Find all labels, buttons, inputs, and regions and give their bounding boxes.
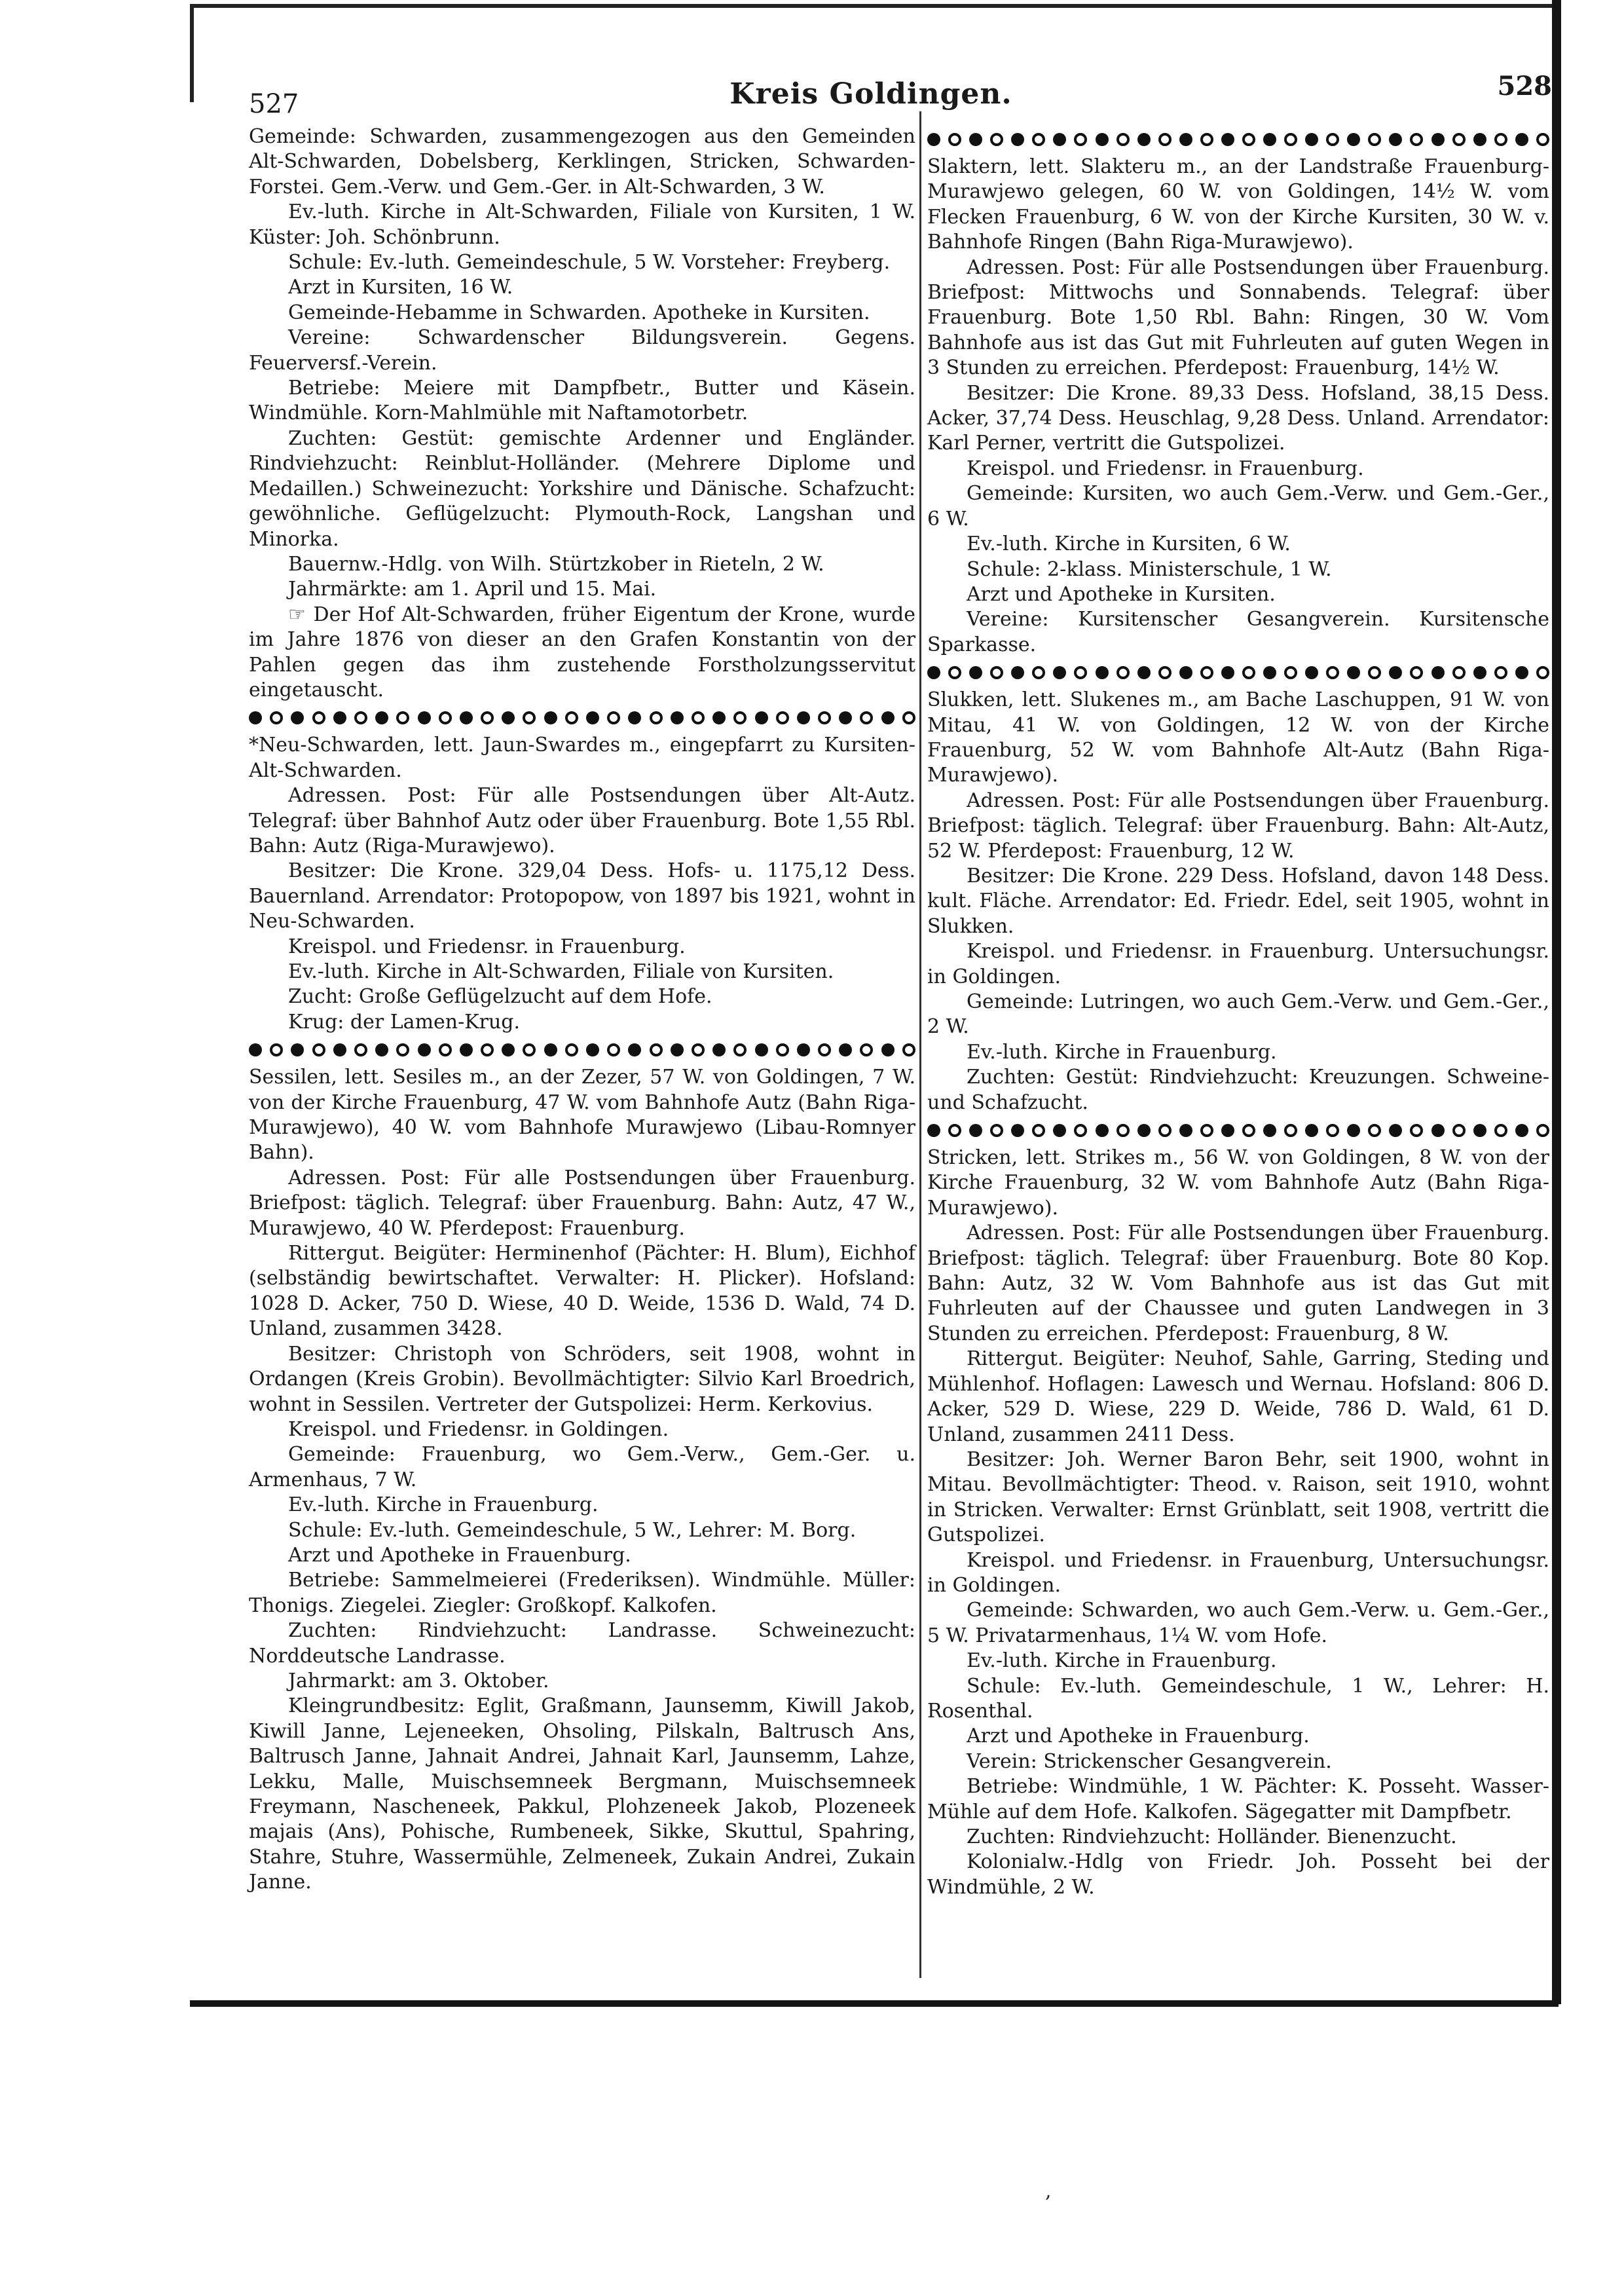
paragraph: Arzt und Apotheke in Kursiten. [967, 582, 1276, 606]
paragraph: Kreispol. und Friedensr. in Frauenburg. [967, 457, 1364, 480]
paragraph: Betriebe: Meiere mit Dampfbetr., Butter und Käsein. Windmühle. Korn-Mahlmühle mit Naftamotorbetr. [249, 377, 915, 425]
separator-dot [650, 1043, 663, 1056]
separator-dot [396, 1043, 409, 1056]
separator-dot [1473, 1124, 1486, 1137]
scan-border-top [190, 4, 1559, 8]
separator-dot [1074, 133, 1087, 146]
section-separator [249, 1041, 915, 1058]
separator-dot [1431, 1124, 1445, 1137]
separator-dot [927, 133, 940, 146]
separator-dot [990, 133, 1003, 146]
separator-dot [1305, 133, 1318, 146]
separator-dot [1536, 666, 1549, 679]
separator-dot [1032, 133, 1045, 146]
separator-dot [502, 711, 515, 724]
separator-dot [1452, 1124, 1466, 1137]
separator-dot [1263, 133, 1276, 146]
paragraph: Zuchten: Rindviehzucht: Landrasse. Schweinezucht: Norddeutsche Landrasse. [249, 1619, 915, 1668]
paragraph: Arzt und Apotheke in Frauenburg. [967, 1725, 1310, 1748]
scan-border-bottom [190, 2000, 1559, 2007]
separator-dot [1410, 133, 1423, 146]
left-column [249, 124, 915, 1895]
separator-dot [1326, 133, 1339, 146]
separator-dot [354, 1043, 367, 1056]
paragraph: Ev.-luth. Kirche in Frauenburg. [967, 1649, 1277, 1673]
paragraph: Kreispol. und Friedensr. in Frauenburg. Untersuchungsr. in Goldingen. [927, 940, 1549, 988]
paragraph: Kreispol. und Friedensr. in Goldingen. [288, 1417, 669, 1441]
separator-dot [1221, 666, 1234, 679]
paragraph: Besitzer: Christoph von Schröders, seit 1908, wohnt in Ordangen (Kreis Grobin). Bevollmächtigter: Silvio Karl Broedrich, wohnt in Sessilen. Vertreter der Gutspolizei: Herm. Kerkovius. [249, 1342, 915, 1416]
paragraph: Ev.-luth. Kirche in Alt-Schwarden, Filiale von Kursiten, 1 W. Küster: Joh. Schönbrunn. [249, 200, 915, 249]
separator-dot [776, 711, 789, 724]
separator-dot [1263, 666, 1276, 679]
separator-dot [969, 666, 982, 679]
page-number-right: 528 [1497, 71, 1552, 102]
separator-dot [1368, 666, 1381, 679]
separator-dot [1242, 133, 1255, 146]
paragraph: Arzt und Apotheke in Frauenburg. [288, 1543, 631, 1567]
separator-dot [1452, 666, 1466, 679]
separator-dot [375, 1043, 388, 1056]
separator-dot [418, 1043, 431, 1056]
separator-dot [1410, 666, 1423, 679]
paragraph: Adressen. Post: Für alle Postsendungen über Frauenburg. Briefpost: Mittwochs und Sonnabends. Telegraf: über Frauenburg. Bote 1,50 Rbl. Bahn: Ringen, 30 W. Vom Bahnhofe aus ist das Gut mit Fuhrleuten auf guten Wegen in 3 Stunden zu erreichen. Pferdepost: Frauenburg, 14½ W. [927, 255, 1549, 380]
separator-dot [375, 711, 388, 724]
separator-dot [1116, 133, 1130, 146]
separator-dot [733, 1043, 747, 1056]
separator-dot [312, 1043, 325, 1056]
section-separator [927, 1122, 1549, 1139]
separator-dot [481, 1043, 494, 1056]
paragraph: Arzt in Kursiten, 16 W. [288, 276, 513, 299]
separator-dot [1179, 133, 1192, 146]
paragraph: Schule: Ev.-luth. Gemeindeschule, 1 W., Lehrer: H. Rosenthal. [927, 1674, 1549, 1723]
separator-dot [1096, 1124, 1109, 1137]
separator-dot [1326, 666, 1339, 679]
separator-dot [586, 711, 599, 724]
separator-dot [712, 711, 726, 724]
separator-dot [1368, 133, 1381, 146]
column-divider [919, 111, 921, 1978]
separator-dot [523, 1043, 536, 1056]
separator-dot [1494, 133, 1507, 146]
separator-dot [249, 711, 262, 724]
separator-dot [1305, 1124, 1318, 1137]
separator-dot [607, 711, 620, 724]
separator-dot [692, 1043, 705, 1056]
separator-dot [523, 711, 536, 724]
paragraph: Gemeinde: Lutringen, wo auch Gem.-Verw. und Gem.-Ger., 2 W. [927, 990, 1549, 1039]
separator-dot [990, 1124, 1003, 1137]
paragraph: Zuchten: Rindviehzucht: Holländer. Bienenzucht. [967, 1825, 1457, 1848]
paragraph: Verein: Strickenscher Gesangverein. [967, 1749, 1332, 1773]
separator-dot [712, 1043, 726, 1056]
separator-dot [1032, 666, 1045, 679]
separator-dot [1431, 666, 1445, 679]
separator-dot [927, 666, 940, 679]
paragraph: Betriebe: Windmühle, 1 W. Pächter: K. Posseht. Wasser-Mühle auf dem Hofe. Kalkofen. Sägegatter mit Dampfbetr. [927, 1775, 1549, 1823]
separator-dot [1284, 133, 1297, 146]
separator-dot [628, 1043, 641, 1056]
separator-dot [860, 1043, 873, 1056]
separator-dot [1347, 133, 1360, 146]
paragraph: Adressen. Post: Für alle Postsendungen über Frauenburg. Briefpost: täglich. Telegraf: über Frauenburg. Bahn: Alt-Autz, 52 W. Pferdepost: Frauenburg, 12 W. [927, 789, 1549, 863]
paragraph: Kolonialw.-Hdlg von Friedr. Joh. Posseht bei der Windmühle, 2 W. [927, 1850, 1549, 1899]
separator-dot [1242, 1124, 1255, 1137]
separator-dot [249, 1043, 262, 1056]
paragraph: Adressen. Post: Für alle Postsendungen über Alt-Autz. Telegraf: über Bahnhof Autz oder über Frauenburg. Bote 1,55 Rbl. Bahn: Autz (Riga-Murawjewo). [249, 784, 915, 857]
entry-heading-paragraph: Stricken, lett. Strikes m., 56 W. von Goldingen, 8 W. von der Kirche Frauenburg, 32 W. vom Bahnhofe Autz (Bahn Riga-Murawjewo). [927, 1146, 1549, 1220]
paragraph: Zucht: Große Geflügelzucht auf dem Hofe. [288, 985, 712, 1009]
separator-dot [1116, 666, 1130, 679]
paragraph: Ev.-luth. Kirche in Frauenburg. [288, 1493, 599, 1517]
paragraph: ☞ Der Hof Alt-Schwarden, früher Eigentum der Krone, wurde im Jahre 1876 von dieser an den Grafen Konstantin von der Pahlen gegen das ihm zustehende Forstholzungsservitut eingetauscht. [249, 603, 915, 701]
page-title: Kreis Goldingen. [729, 77, 1012, 111]
separator-dot [839, 711, 852, 724]
separator-dot [1011, 666, 1024, 679]
separator-dot [650, 711, 663, 724]
separator-dot [544, 711, 557, 724]
separator-dot [396, 711, 409, 724]
paragraph: Adressen. Post: Für alle Postsendungen über Frauenburg. Briefpost: täglich. Telegraf: über Frauenburg. Bote 80 Kop. Bahn: Autz, 32 W. Vom Bahnhofe aus ist das Gut mit Fuhrleuten auf der Chaussee und guten Landwegen in 3 Stunden zu erreichen. Pferdepost: Frauenburg, 8 W. [927, 1222, 1549, 1345]
paragraph: Ev.-luth. Kirche in Kursiten, 6 W. [967, 532, 1291, 556]
paragraph: Ev.-luth. Kirche in Frauenburg. [967, 1040, 1277, 1064]
separator-dot [270, 711, 283, 724]
separator-dot [948, 133, 961, 146]
separator-dot [797, 711, 810, 724]
separator-dot [1221, 133, 1234, 146]
separator-dot [312, 711, 325, 724]
separator-dot [1179, 1124, 1192, 1137]
separator-dot [1137, 1124, 1151, 1137]
separator-dot [671, 1043, 684, 1056]
separator-dot [607, 1043, 620, 1056]
separator-dot [755, 1043, 768, 1056]
paragraph: Gemeinde: Frauenburg, wo Gem.-Verw., Gem.-Ger. u. Armenhaus, 7 W. [249, 1443, 915, 1491]
separator-dot [1158, 1124, 1172, 1137]
paragraph: Vereine: Kursitenscher Gesangverein. Kursitensche Sparkasse. [927, 608, 1549, 656]
separator-dot [818, 1043, 831, 1056]
separator-dot [755, 711, 768, 724]
paragraph: Zuchten: Gestüt: gemischte Ardenner und Engländer. Rindviehzucht: Reinblut-Holländer. (Mehrere Diplome und Medaillen.) Schweinezucht: Yorkshire und Dänische. Schafzucht: gewöhnliche. Geflügelzucht: Plymouth-Rock, Langshan und Minorka. [249, 426, 915, 551]
separator-dot [1074, 1124, 1087, 1137]
paragraph: Adressen. Post: Für alle Postsendungen über Frauenburg. Briefpost: täglich. Telegraf: über Frauenburg. Bahn: Autz, 47 W., Murawjewo, 40 W. Pferdepost: Frauenburg. [249, 1166, 915, 1240]
separator-dot [1137, 133, 1151, 146]
entry-heading-paragraph: Slukken, lett. Slukenes m., am Bache Laschuppen, 91 W. von Mitau, 41 W. von Goldingen, 12 W. von der Kirche Frauenburg, 52 W. vom Bahnhofe Alt-Autz (Bahn Riga-Murawjewo). [927, 688, 1549, 787]
separator-dot [1515, 666, 1528, 679]
scan-border-right [1552, 0, 1561, 2004]
paragraph: Rittergut. Beigüter: Neuhof, Sahle, Garring, Steding und Mühlenhof. Hoflagen: Lawesch und Wernau. Hofsland: 806 D. Acker, 529 D. Wiese, 229 D. Weide, 786 D. Wald, 61 D. Unland, zusammen 2411 Dess. [927, 1347, 1549, 1446]
paragraph: Gemeinde: Schwarden, wo auch Gem.-Verw. u. Gem.-Ger., 5 W. Privatarmenhaus, 1¼ W. vom Hofe. [927, 1599, 1549, 1647]
entry-heading-paragraph: Slaktern, lett. Slakteru m., an der Landstraße Frauenburg-Murawjewo gelegen, 60 W. von Goldingen, 14½ W. vom Flecken Frauenburg, 6 W. von der Kirche Kursiten, 30 W. v. Bahnhofe Ringen (Bahn Riga-Murawjewo). [927, 155, 1549, 254]
separator-dot [1284, 666, 1297, 679]
separator-dot [1200, 666, 1213, 679]
separator-dot [1116, 1124, 1130, 1137]
page-header [190, 63, 1552, 122]
separator-dot [1096, 133, 1109, 146]
paragraph: Vereine: Schwardenscher Bildungsverein. Gegens. Feuerversf.-Verein. [249, 326, 915, 375]
paragraph: Ev.-luth. Kirche in Alt-Schwarden, Filiale von Kursiten. [288, 960, 834, 983]
separator-dot [1053, 1124, 1066, 1137]
separator-dot [902, 1043, 915, 1056]
separator-dot [628, 711, 641, 724]
separator-dot [671, 711, 684, 724]
separator-dot [1473, 133, 1486, 146]
separator-dot [1158, 666, 1172, 679]
paragraph: Gemeinde: Kursiten, wo auch Gem.-Verw. und Gem.-Ger., 6 W. [927, 482, 1549, 531]
entry-heading-paragraph: Sessilen, lett. Sesiles m., an der Zezer, 57 W. von Goldingen, 7 W. von der Kirche Frauenburg, 47 W. vom Bahnhofe Autz (Bahn Riga-Murawjewo), 40 W. vom Bahnhofe Murawjewo (Libau-Romnyer Bahn). [249, 1066, 915, 1165]
paragraph: Rittergut. Beigüter: Herminenhof (Pächter: H. Blum), Eichhof (selbständig bewirtschaftet. Verwalter: H. Plicker). Hofsland: 1028 D. Acker, 750 D. Wiese, 40 D. Weide, 1536 D. Wald, 74 D. Unland, zusammen 3428. [249, 1242, 915, 1341]
separator-dot [1263, 1124, 1276, 1137]
entry-heading-paragraph: *Neu-Schwarden, lett. Jaun-Swardes m., eingepfarrt zu Kursiten-Alt-Schwarden. [249, 734, 915, 782]
paragraph: Kreispol. und Friedensr. in Frauenburg. [288, 935, 686, 958]
separator-dot [1452, 133, 1466, 146]
paragraph: Jahrmärkte: am 1. April und 15. Mai. [288, 578, 657, 601]
paragraph: Betriebe: Sammelmeierei (Frederiksen). Windmühle. Müller: Thonigs. Ziegelei. Ziegler: Großkopf. Kalkofen. [249, 1569, 915, 1617]
paragraph: Bauernw.-Hdlg. von Wilh. Stürtzkober in Rieteln, 2 W. [288, 552, 824, 576]
separator-dot [1221, 1124, 1234, 1137]
separator-dot [776, 1043, 789, 1056]
separator-dot [1200, 133, 1213, 146]
separator-dot [881, 1043, 895, 1056]
separator-dot [1053, 133, 1066, 146]
separator-dot [481, 711, 494, 724]
separator-dot [990, 666, 1003, 679]
separator-dot [1347, 666, 1360, 679]
separator-dot [1158, 133, 1172, 146]
separator-dot [1137, 666, 1151, 679]
separator-dot [1494, 666, 1507, 679]
separator-dot [881, 711, 895, 724]
separator-dot [1494, 1124, 1507, 1137]
separator-dot [565, 1043, 578, 1056]
section-separator [249, 709, 915, 726]
section-separator [927, 664, 1549, 681]
paragraph: Schule: Ev.-luth. Gemeindeschule, 5 W. Vorsteher: Freyberg. [288, 251, 891, 274]
separator-dot [1431, 133, 1445, 146]
separator-dot [839, 1043, 852, 1056]
separator-dot [860, 711, 873, 724]
separator-dot [1515, 1124, 1528, 1137]
separator-dot [927, 1124, 940, 1137]
paragraph: Schule: Ev.-luth. Gemeindeschule, 5 W., Lehrer: M. Borg. [288, 1518, 857, 1542]
paragraph: Kreispol. und Friedensr. in Frauenburg, Untersuchungsr. in Goldingen. [927, 1548, 1549, 1597]
separator-dot [586, 1043, 599, 1056]
paragraph: Zuchten: Gestüt: Rindviehzucht: Kreuzungen. Schweine- und Schafzucht. [927, 1066, 1549, 1114]
separator-dot [460, 1043, 473, 1056]
separator-dot [333, 711, 346, 724]
separator-dot [818, 711, 831, 724]
separator-dot [502, 1043, 515, 1056]
separator-dot [1326, 1124, 1339, 1137]
paragraph: Besitzer: Die Krone. 89,33 Dess. Hofsland, 38,15 Dess. Acker, 37,74 Dess. Heuschlag, 9,28 Dess. Unland. Arrendator: Karl Perner, vertritt die Gutspolizei. [927, 381, 1549, 455]
separator-dot [1032, 1124, 1045, 1137]
paragraph: Jahrmarkt: am 3. Oktober. [288, 1669, 549, 1692]
separator-dot [969, 133, 982, 146]
separator-dot [902, 711, 915, 724]
separator-dot [544, 1043, 557, 1056]
separator-dot [460, 711, 473, 724]
separator-dot [1368, 1124, 1381, 1137]
separator-dot [333, 1043, 346, 1056]
separator-dot [1473, 666, 1486, 679]
separator-dot [1515, 133, 1528, 146]
separator-dot [1074, 666, 1087, 679]
separator-dot [1284, 1124, 1297, 1137]
paragraph: Krug: der Lamen-Krug. [288, 1010, 521, 1034]
separator-dot [969, 1124, 982, 1137]
separator-dot [354, 711, 367, 724]
separator-dot [1011, 133, 1024, 146]
right-column [927, 124, 1549, 1900]
separator-dot [1410, 1124, 1423, 1137]
separator-dot [270, 1043, 283, 1056]
separator-dot [1536, 133, 1549, 146]
paragraph: Gemeinde-Hebamme in Schwarden. Apotheke in Kursiten. [288, 301, 870, 324]
paragraph: Besitzer: Die Krone. 329,04 Dess. Hofs- u. 1175,12 Dess. Bauernland. Arrendator: Protopopow, von 1897 bis 1921, wohnt in Neu-Schwarden. [249, 859, 915, 933]
separator-dot [733, 711, 747, 724]
separator-dot [565, 711, 578, 724]
separator-dot [797, 1043, 810, 1056]
separator-dot [1179, 666, 1192, 679]
paragraph: Schule: 2-klass. Ministerschule, 1 W. [967, 557, 1332, 581]
separator-dot [418, 711, 431, 724]
separator-dot [1011, 1124, 1024, 1137]
section-separator [927, 131, 1549, 148]
separator-dot [692, 711, 705, 724]
separator-dot [1347, 1124, 1360, 1137]
separator-dot [291, 711, 304, 724]
paragraph: Besitzer: Joh. Werner Baron Behr, seit 1900, wohnt in Mitau. Bevollmächtigter: Theod. v. Raison, seit 1910, wohnt in Stricken. Verwalter: Ernst Grünblatt, seit 1908, vertritt die Gutspolizei. [927, 1447, 1549, 1547]
separator-dot [291, 1043, 304, 1056]
paragraph: Kleingrundbesitz: Eglit, Graßmann, Jaunsemm, Kiwill Jakob, Kiwill Janne, Lejeneeken, Ohsoling, Pilskaln, Baltrusch Ans, Baltrusch Janne, Jahnait Andrei, Jahnait Karl, Jaunsemm, Lahze, Lekku, Malle, Muischsemneek Bergmann, Muischsemneek Freymann, Nascheneek, Pakkul, Plohzeneek Jakob, Plozeneek majais (Ans), Pohische, Rumbeneek, Sikke, Skuttul, Spahring, Stahre, Stuhre, Wassermühle, Zelmeneek, Zukain Andrei, Zukain Janne. [249, 1694, 915, 1894]
separator-dot [1242, 666, 1255, 679]
separator-dot [1096, 666, 1109, 679]
separator-dot [1389, 666, 1402, 679]
separator-dot [1200, 1124, 1213, 1137]
stray-ink-mark: , [1045, 2180, 1052, 2203]
separator-dot [1389, 1124, 1402, 1137]
page-number-left: 527 [249, 89, 299, 119]
separator-dot [1305, 666, 1318, 679]
separator-dot [1389, 133, 1402, 146]
paragraph: Besitzer: Die Krone. 229 Dess. Hofsland, davon 148 Dess. kult. Fläche. Arrendator: Ed. Friedr. Edel, seit 1905, wohnt in Slukken. [927, 864, 1549, 938]
separator-dot [439, 711, 452, 724]
separator-dot [948, 1124, 961, 1137]
separator-dot [1053, 666, 1066, 679]
separator-dot [1536, 1124, 1549, 1137]
separator-dot [439, 1043, 452, 1056]
separator-dot [948, 666, 961, 679]
paragraph: Gemeinde: Schwarden, zusammengezogen aus den Gemeinden Alt-Schwarden, Dobelsberg, Kerklingen, Stricken, Schwarden-Forstei. Gem.-Verw. und Gem.-Ger. in Alt-Schwarden, 3 W. [249, 125, 915, 198]
